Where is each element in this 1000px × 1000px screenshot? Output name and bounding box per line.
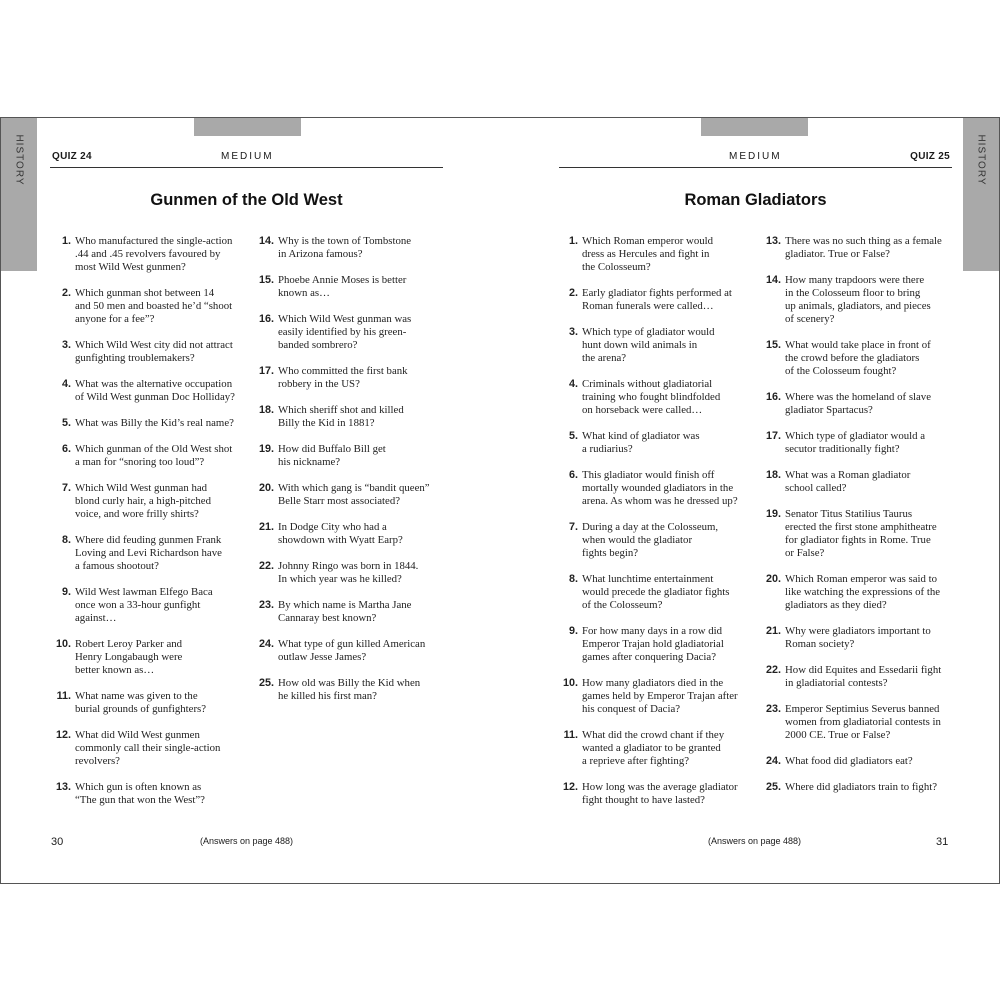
question-text: How old was Billy the Kid when he killed his first man? — [278, 677, 421, 702]
question-item — [568, 573, 754, 612]
question-number: 3. — [568, 326, 578, 338]
question-item — [55, 729, 251, 768]
question-text: During a day at the Colosseum, when would the gladiator fights begin? — [582, 521, 719, 559]
question-text: Which Roman emperor was said to like watching the expressions of the gladiators as they died? — [785, 573, 941, 611]
question-item — [258, 677, 448, 703]
question-number: 15. — [258, 274, 274, 286]
question-text: How many gladiators died in the games held by Emperor Trajan after his conquest of Dacia? — [582, 677, 738, 715]
question-number: 12. — [562, 781, 578, 793]
question-text: What was a Roman gladiator school called? — [785, 469, 911, 494]
book-spread — [0, 117, 1000, 884]
question-item — [765, 339, 957, 378]
question-item — [568, 235, 754, 274]
question-number: 14. — [765, 274, 781, 286]
question-text: Where did gladiators train to fight? — [785, 781, 938, 793]
question-number: 22. — [765, 664, 781, 676]
question-item — [258, 482, 448, 508]
question-item — [61, 417, 251, 430]
question-number: 24. — [258, 638, 274, 650]
question-text: Criminals without gladiatorial training who fought blindfolded on horseback were called… — [582, 378, 721, 416]
right-page-number: 31 — [936, 836, 949, 848]
question-number: 8. — [61, 534, 71, 546]
question-text: Senator Titus Statilius Taurus erected the first stone amphitheatre for gladiator fights in Rome. True or False? — [785, 508, 937, 559]
right-difficulty-label: MEDIUM — [729, 151, 782, 162]
question-text: What did the crowd chant if they wanted a gladiator to be granted a reprieve after fighting? — [582, 729, 725, 767]
left-quiz-label: QUIZ 24 — [52, 151, 92, 162]
question-text: Which Wild West gunman had blond curly hair, a high-pitched voice, and wore frilly shirts? — [75, 482, 211, 520]
left-top-tab — [194, 118, 301, 136]
question-item — [765, 274, 957, 326]
question-text: Why is the town of Tombstone in Arizona famous? — [278, 235, 412, 260]
question-text: Johnny Ringo was born in 1844. In which year was he killed? — [278, 560, 419, 585]
question-number: 11. — [56, 690, 71, 702]
question-item — [568, 469, 754, 508]
left-difficulty-label: MEDIUM — [221, 151, 274, 162]
question-number: 6. — [61, 443, 71, 455]
question-number: 22. — [258, 560, 274, 572]
question-number: 10. — [562, 677, 578, 689]
question-item — [765, 391, 957, 417]
right-quiz-title: Roman Gladiators — [684, 191, 827, 209]
question-number: 19. — [765, 508, 781, 520]
right-quiz-label: QUIZ 25 — [910, 151, 950, 162]
question-text: What would take place in front of the crowd before the gladiators of the Colosseum fought? — [785, 339, 931, 377]
question-item — [568, 326, 754, 365]
question-text: How many trapdoors were there in the Colosseum floor to bring up animals, gladiators, and pieces of scenery? — [785, 274, 931, 325]
question-item — [568, 378, 754, 417]
question-item — [765, 625, 957, 651]
right-top-tab — [701, 118, 808, 136]
question-item — [258, 443, 448, 469]
question-text: Where did feuding gunmen Frank Loving and Levi Richardson have a famous shootout? — [75, 534, 222, 572]
question-text: What lunchtime entertainment would precede the gladiator fights of the Colosseum? — [582, 573, 730, 611]
question-number: 18. — [258, 404, 274, 416]
question-text: What was the alternative occupation of Wild West gunman Doc Holliday? — [75, 378, 235, 403]
question-text: Which sheriff shot and killed Billy the Kid in 1881? — [278, 404, 404, 429]
question-text: Phoebe Annie Moses is better known as… — [278, 274, 407, 299]
question-item — [563, 729, 754, 768]
question-item — [61, 586, 251, 625]
question-item — [568, 521, 754, 560]
question-item — [258, 521, 448, 547]
question-item — [258, 235, 448, 261]
question-text: What food did gladiators eat? — [785, 755, 913, 767]
question-number: 18. — [765, 469, 781, 481]
question-text: Who manufactured the single-action .44 and .45 revolvers favoured by most Wild West gunmen? — [75, 235, 233, 273]
question-item — [568, 625, 754, 664]
question-text: Robert Leroy Parker and Henry Longabaugh were better known as… — [75, 638, 183, 676]
question-text: How long was the average gladiator fight thought to have lasted? — [582, 781, 738, 806]
left-answers-note: (Answers on page 488) — [200, 836, 294, 846]
question-item — [568, 430, 754, 456]
question-text: This gladiator would finish off mortally wounded gladiators in the arena. As whom was he dressed up? — [582, 469, 738, 507]
left-quiz-title: Gunmen of the Old West — [150, 191, 343, 209]
question-text: There was no such thing as a female gladiator. True or False? — [785, 235, 942, 260]
question-item — [765, 573, 957, 612]
question-number: 9. — [568, 625, 578, 637]
question-item — [568, 287, 754, 313]
question-item — [61, 235, 251, 274]
question-item — [765, 235, 957, 261]
question-text: Which gun is often known as “The gun that won the West”? — [75, 781, 205, 806]
question-number: 6. — [568, 469, 578, 481]
question-item — [258, 313, 448, 352]
question-item — [258, 274, 448, 300]
question-item — [56, 690, 251, 716]
question-number: 25. — [258, 677, 274, 689]
question-number: 3. — [61, 339, 71, 351]
question-text: What did Wild West gunmen commonly call their single-action revolvers? — [75, 729, 221, 767]
question-number: 1. — [61, 235, 71, 247]
question-item — [258, 365, 448, 391]
question-number: 23. — [258, 599, 274, 611]
question-text: How did Buffalo Bill get his nickname? — [278, 443, 386, 468]
question-text: What type of gun killed American outlaw Jesse James? — [278, 638, 426, 663]
question-item — [765, 703, 957, 742]
question-item — [61, 443, 251, 469]
question-number: 17. — [258, 365, 274, 377]
question-item — [562, 677, 754, 716]
question-text: Which Roman emperor would dress as Hercules and fight in the Colosseum? — [582, 235, 714, 273]
question-item — [258, 404, 448, 430]
question-number: 23. — [765, 703, 781, 715]
question-text: Which type of gladiator would a secutor traditionally fight? — [785, 430, 926, 455]
question-number: 7. — [61, 482, 71, 494]
question-item — [765, 664, 957, 690]
question-number: 5. — [61, 417, 71, 429]
left-page-header — [50, 150, 443, 168]
question-number: 5. — [568, 430, 578, 442]
question-item — [765, 755, 957, 768]
question-item — [562, 781, 754, 807]
question-number: 7. — [568, 521, 578, 533]
question-number: 1. — [568, 235, 578, 247]
question-number: 15. — [765, 339, 781, 351]
question-text: What name was given to the burial grounds of gunfighters? — [75, 690, 207, 715]
question-number: 16. — [765, 391, 781, 403]
left-section-label: HISTORY — [13, 134, 25, 186]
question-item — [765, 469, 957, 495]
question-text: In Dodge City who had a showdown with Wyatt Earp? — [278, 521, 403, 546]
question-text: What was Billy the Kid’s real name? — [75, 417, 234, 429]
question-number: 20. — [765, 573, 781, 585]
question-number: 8. — [568, 573, 578, 585]
question-number: 11. — [563, 729, 578, 741]
question-number: 2. — [568, 287, 578, 299]
question-text: Which gunman shot between 14 and 50 men and boasted he’d “shoot anyone for a fee”? — [75, 287, 233, 325]
question-number: 2. — [61, 287, 71, 299]
question-number: 13. — [765, 235, 781, 247]
question-number: 21. — [765, 625, 781, 637]
question-item — [258, 599, 448, 625]
question-item — [765, 430, 957, 456]
question-text: Emperor Septimius Severus banned women from gladiatorial contests in 2000 CE. True or False? — [785, 703, 941, 741]
right-answers-note: (Answers on page 488) — [708, 836, 802, 846]
question-item — [258, 638, 448, 664]
question-item — [61, 339, 251, 365]
question-item — [61, 482, 251, 521]
question-text: Which type of gladiator would hunt down wild animals in the arena? — [582, 326, 715, 364]
question-text: Who committed the first bank robbery in the US? — [278, 365, 408, 390]
question-number: 4. — [61, 378, 71, 390]
question-text: Early gladiator fights performed at Roman funerals were called… — [582, 287, 732, 312]
question-item — [765, 508, 957, 560]
question-number: 24. — [765, 755, 781, 767]
question-number: 20. — [258, 482, 274, 494]
question-text: With which gang is “bandit queen” Belle Starr most associated? — [278, 482, 430, 507]
right-section-label: HISTORY — [975, 134, 987, 186]
question-text: Which gunman of the Old West shot a man for “snoring too loud”? — [75, 443, 233, 468]
question-text: Why were gladiators important to Roman society? — [785, 625, 931, 650]
question-number: 4. — [568, 378, 578, 390]
question-number: 9. — [61, 586, 71, 598]
question-item — [55, 638, 251, 677]
question-item — [61, 378, 251, 404]
question-number: 12. — [55, 729, 71, 741]
question-item — [55, 781, 251, 807]
question-item — [258, 560, 448, 586]
question-number: 14. — [258, 235, 274, 247]
right-section-tab — [963, 118, 999, 271]
left-section-tab — [1, 118, 37, 271]
left-page-number: 30 — [51, 836, 64, 848]
question-text: Which Wild West gunman was easily identified by his green- banded sombrero? — [278, 313, 412, 351]
question-text: Where was the homeland of slave gladiator Spartacus? — [785, 391, 932, 416]
question-number: 17. — [765, 430, 781, 442]
question-item — [765, 781, 957, 794]
question-text: For how many days in a row did Emperor Trajan hold gladiatorial games after conquering Dacia? — [582, 625, 724, 663]
question-number: 13. — [55, 781, 71, 793]
question-number: 16. — [258, 313, 274, 325]
question-text: Wild West lawman Elfego Baca once won a 33-hour gunfight against… — [75, 586, 213, 624]
right-page-header — [559, 150, 952, 168]
question-number: 19. — [258, 443, 274, 455]
question-text: Which Wild West city did not attract gunfighting troublemakers? — [75, 339, 233, 364]
question-text: What kind of gladiator was a rudiarius? — [582, 430, 700, 455]
question-text: How did Equites and Essedarii fight in gladiatorial contests? — [785, 664, 942, 689]
question-number: 21. — [258, 521, 274, 533]
question-number: 10. — [55, 638, 71, 650]
question-number: 25. — [765, 781, 781, 793]
question-text: By which name is Martha Jane Cannaray best known? — [278, 599, 412, 624]
question-item — [61, 534, 251, 573]
question-item — [61, 287, 251, 326]
